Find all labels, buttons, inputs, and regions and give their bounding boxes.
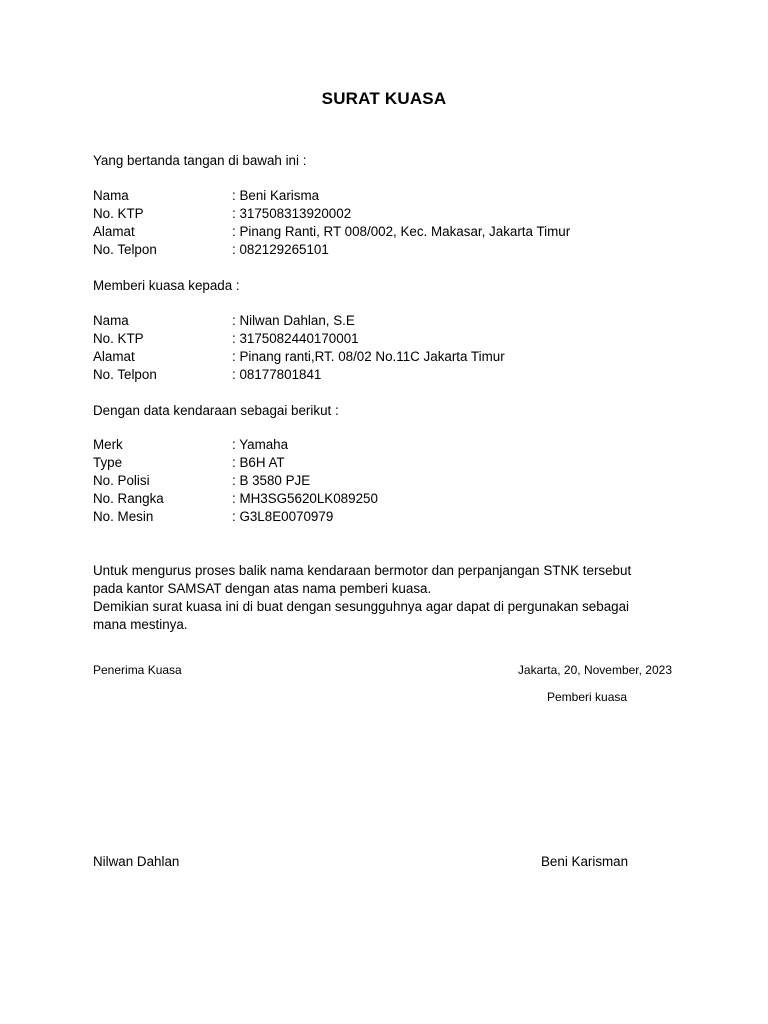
field-label: Merk: [93, 437, 123, 452]
penerima-phone-row: [93, 366, 321, 384]
field-value: : Pinang ranti,RT. 08/02 No.11C Jakarta Timur: [232, 349, 505, 364]
kendaraan-intro-text: Dengan data kendaraan sebagai berikut :: [93, 403, 339, 418]
field-value: : Beni Karisma: [232, 188, 320, 203]
pemberi-name-row: [93, 187, 319, 205]
pemberi-address-row: [93, 223, 570, 241]
field-label: Type: [93, 455, 123, 470]
field-value: : Pinang Ranti, RT 008/002, Kec. Makasar, Jakarta Timur: [232, 224, 571, 239]
pemberi-kuasa-label: Pemberi kuasa: [547, 690, 628, 704]
vehicle-brand-row: [93, 436, 288, 454]
penerima-ktp-row: [93, 330, 359, 348]
field-value: : Nilwan Dahlan, S.E: [232, 313, 355, 328]
field-value: : Yamaha: [232, 437, 289, 452]
penerima-address-row: [93, 348, 505, 366]
document-title: SURAT KUASA: [321, 89, 447, 108]
pemberi-signature-name: Beni Karisman: [541, 854, 629, 869]
field-label: No. Telpon: [93, 367, 157, 382]
vehicle-plate-row: [93, 472, 310, 490]
field-value: : B 3580 PJE: [232, 473, 311, 488]
field-value: : 3175082440170001: [232, 331, 359, 346]
penerima-kuasa-label: Penerima Kuasa: [93, 663, 182, 677]
field-label: No. KTP: [93, 331, 144, 346]
field-value: : 317508313920002: [232, 206, 352, 221]
body-line-4: mana mestinya.: [93, 617, 188, 632]
vehicle-engine-row: [93, 508, 333, 526]
vehicle-type-row: [93, 454, 285, 472]
field-label: No. Polisi: [93, 473, 150, 488]
field-value: : G3L8E0070979: [232, 509, 334, 524]
field-label: No. KTP: [93, 206, 144, 221]
field-value: : B6H AT: [232, 455, 285, 470]
body-line-2: pada kantor SAMSAT dengan atas nama pemberi kuasa.: [93, 581, 432, 596]
field-value: : 08177801841: [232, 367, 322, 382]
field-label: No. Telpon: [93, 242, 157, 257]
field-label: No. Mesin: [93, 509, 154, 524]
memberi-kuasa-text: Memberi kuasa kepada :: [93, 278, 240, 293]
intro-text: Yang bertanda tangan di bawah ini :: [93, 153, 307, 168]
field-label: No. Rangka: [93, 491, 164, 506]
penerima-signature-name: Nilwan Dahlan: [93, 854, 180, 869]
field-value: : MH3SG5620LK089250: [232, 491, 378, 506]
body-line-3: Demikian surat kuasa ini di buat dengan sesungguhnya agar dapat di pergunakan sebagai: [93, 599, 630, 614]
pemberi-ktp-row: [93, 205, 351, 223]
field-label: Nama: [93, 188, 129, 203]
body-line-1: Untuk mengurus proses balik nama kendaraan bermotor dan perpanjangan STNK tersebut: [93, 563, 632, 578]
field-label: Nama: [93, 313, 129, 328]
field-label: Alamat: [93, 349, 135, 364]
field-label: Alamat: [93, 224, 135, 239]
field-value: : 082129265101: [232, 242, 329, 257]
vehicle-frame-row: [93, 490, 378, 508]
penerima-name-row: [93, 312, 355, 330]
pemberi-phone-row: [93, 241, 329, 259]
place-date: Jakarta, 20, November, 2023: [517, 663, 672, 677]
